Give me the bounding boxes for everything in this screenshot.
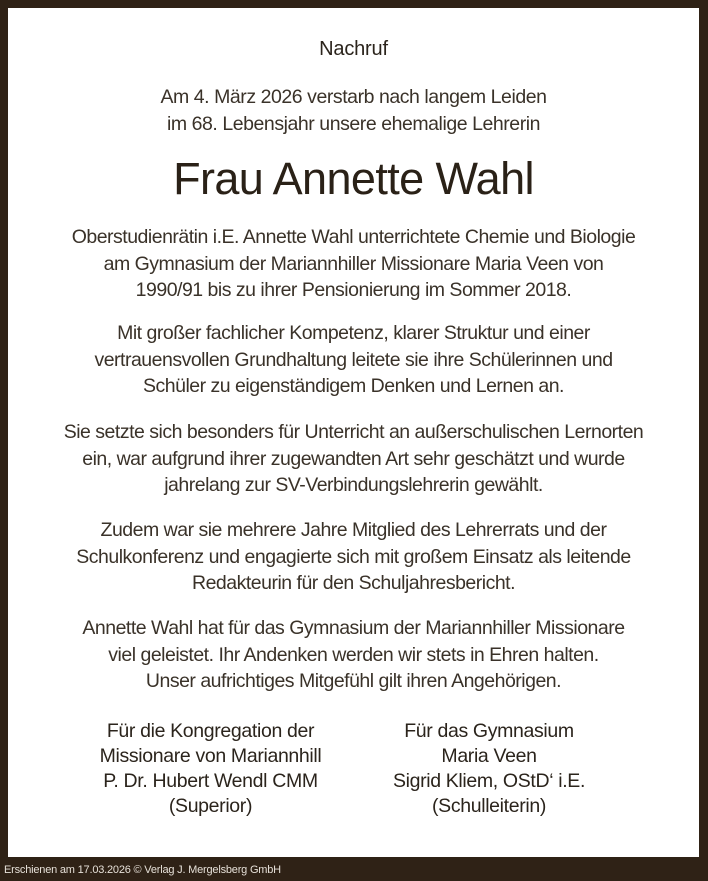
text-line: Oberstudienrätin i.E. Annette Wahl unterrichtete Chemie und Biologie — [71, 226, 636, 248]
paragraph-committees — [8, 517, 699, 597]
signature-line: P. Dr. Hubert Wendl CMM — [103, 770, 318, 792]
text-line: ein, war aufgrund ihrer zugewandten Art sehr geschätzt und wurde — [82, 447, 625, 470]
signature-line: (Schulleiterin) — [432, 795, 546, 817]
obituary-notice — [8, 8, 699, 857]
signature-school — [370, 719, 608, 819]
notice-heading: Nachruf — [319, 38, 388, 60]
paragraph-engagement — [8, 419, 699, 499]
paragraph-career — [8, 224, 699, 304]
signature-line: (Superior) — [168, 795, 253, 817]
text-line: Unser aufrichtiges Mitgefühl gilt ihren Angehörigen. — [145, 670, 562, 692]
signature-line: Für das Gymnasium — [404, 720, 574, 742]
signature-congregation — [68, 719, 353, 819]
publication-footer: Erschienen am 17.03.2026 © Verlag J. Mergelsberg GmbH — [4, 864, 281, 876]
text-line: Redakteurin für den Schuljahresbericht. — [191, 572, 516, 594]
signature-line: Für die Kongregation der — [106, 720, 315, 742]
text-line: viel geleistet. Ihr Andenken werden wir stets in Ehren halten. — [108, 643, 599, 666]
text-line: vertrauensvollen Grundhaltung leitete sie ihre Schülerinnen und — [94, 348, 613, 371]
paragraph-condolence — [8, 615, 699, 695]
text-line: Schulkonferenz und engagierte sich mit großem Einsatz als leitende — [76, 545, 631, 568]
text-line: Sie setzte sich besonders für Unterricht an außerschulischen Lernorten — [63, 421, 644, 443]
intro-line: im 68. Lebensjahr unsere ehemalige Lehrerin — [166, 112, 541, 135]
intro-text — [8, 84, 699, 137]
signature-line: Maria Veen — [441, 745, 537, 767]
paragraph-teaching — [8, 320, 699, 400]
signature-line: Missionare von Mariannhill — [99, 745, 322, 767]
text-line: jahrelang zur SV-Verbindungslehrerin gewählt. — [164, 474, 543, 496]
text-line: 1990/91 bis zu ihrer Pensionierung im Sommer 2018. — [135, 279, 572, 301]
deceased-name: Frau Annette Wahl — [173, 153, 534, 204]
text-line: Mit großer fachlicher Kompetenz, klarer Struktur und einer — [117, 322, 590, 344]
text-line: Schüler zu eigenständigem Denken und Lernen an. — [143, 375, 564, 397]
text-line: am Gymnasium der Mariannhiller Missionare Maria Veen von — [103, 252, 604, 275]
signature-line: Sigrid Kliem, OStD‘ i.E. — [392, 770, 586, 792]
intro-line: Am 4. März 2026 verstarb nach langem Leiden — [160, 86, 547, 108]
text-line: Zudem war sie mehrere Jahre Mitglied des Lehrerrats und der — [100, 519, 607, 541]
text-line: Annette Wahl hat für das Gymnasium der Mariannhiller Missionare — [82, 617, 625, 639]
